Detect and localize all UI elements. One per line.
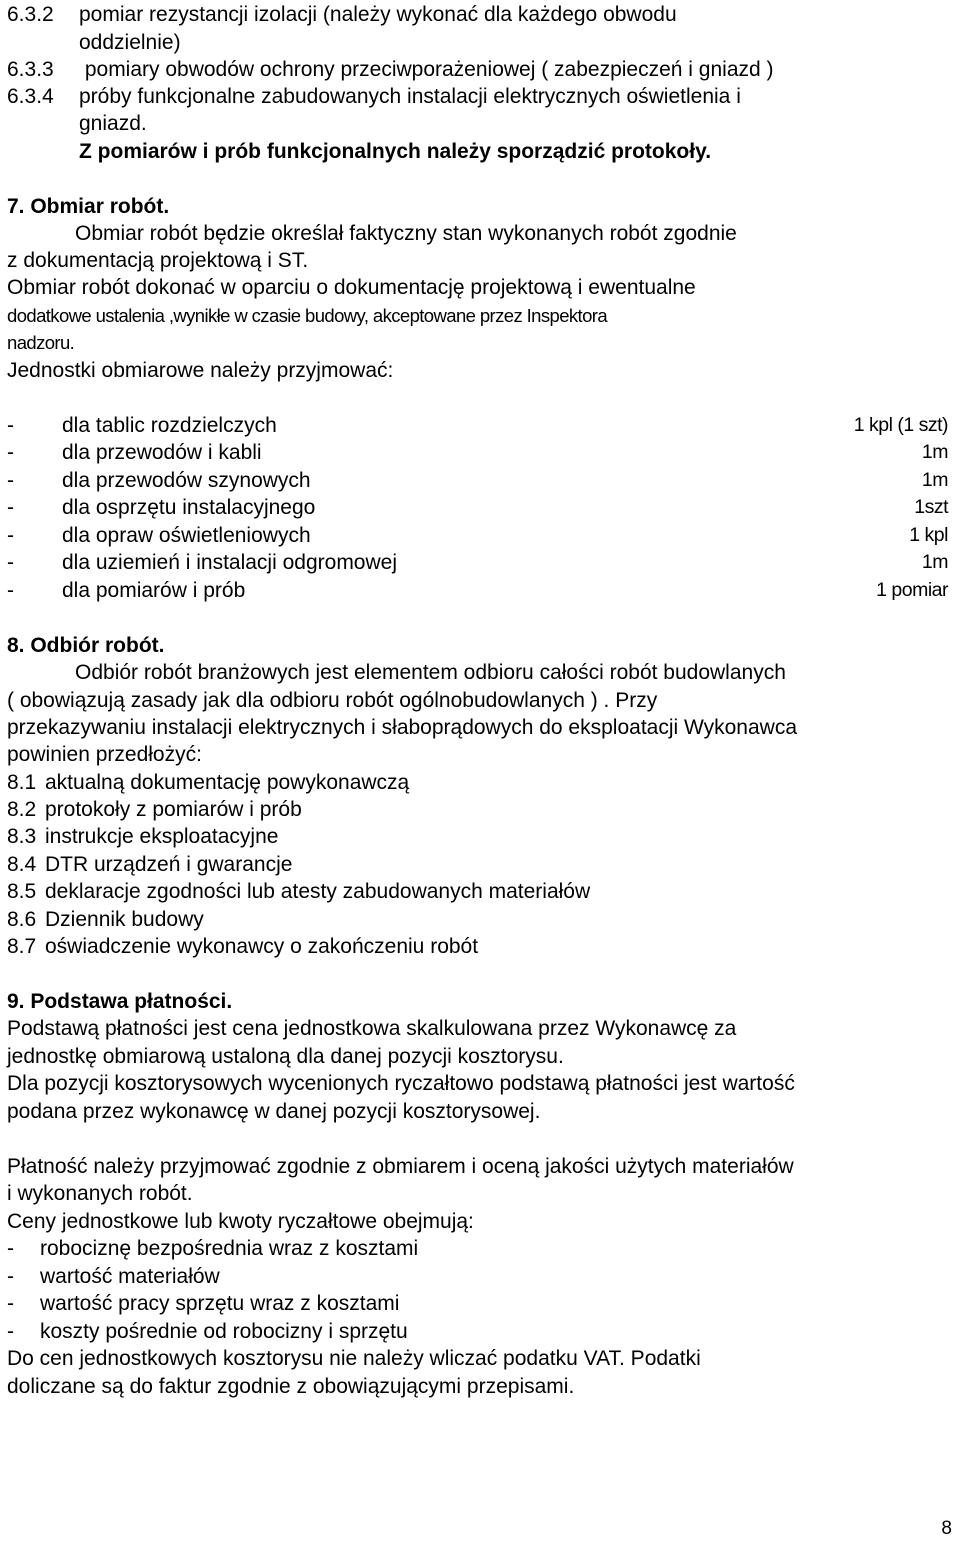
paragraph-line: powinien przedłożyć:	[7, 743, 202, 766]
list-item: wartość materiałów	[40, 1265, 220, 1288]
item-text: pomiary obwodów ochrony przeciwporażeniowej ( zabezpieczeń i gniazd )	[79, 58, 774, 81]
list-dash: -	[7, 1320, 14, 1343]
item-text: DTR urządzeń i gwarancje	[45, 853, 293, 876]
section-heading: 7. Obmiar robót.	[7, 195, 170, 218]
item-text: próby funkcjonalne zabudowanych instalacji elektrycznych oświetlenia i	[79, 85, 741, 108]
unit-label: dla przewodów i kabli	[62, 441, 262, 464]
section-heading: 9. Podstawa płatności.	[7, 990, 233, 1013]
unit-value: 1m	[921, 441, 948, 463]
item-number: 8.7	[7, 935, 37, 958]
unit-value: 1m	[921, 469, 948, 491]
item-number: 6.3.3	[7, 58, 54, 81]
list-dash: -	[7, 496, 14, 519]
item-text: pomiar rezystancji izolacji (należy wykonać dla każdego obwodu	[79, 3, 677, 26]
protocol-note: Z pomiarów i prób funkcjonalnych należy sporządzić protokoły.	[79, 140, 712, 163]
list-dash: -	[7, 1237, 14, 1260]
item-text: gniazd.	[79, 112, 147, 135]
list-dash: -	[7, 1292, 14, 1315]
item-number: 8.4	[7, 853, 37, 876]
item-text: protokoły z pomiarów i prób	[45, 798, 302, 821]
item-text: Dziennik budowy	[45, 908, 204, 931]
list-dash: -	[7, 469, 14, 492]
paragraph-line: ( obowiązują zasady jak dla odbioru robót ogólnobudowlanych ) . Przy	[7, 689, 658, 712]
page-number: 8	[941, 1518, 952, 1539]
paragraph-line: dodatkowe ustalenia ,wynikłe w czasie budowy, akceptowane przez Inspektora	[7, 305, 608, 326]
paragraph-line: jednostkę obmiarową ustaloną dla danej pozycji kosztorysu.	[7, 1045, 564, 1068]
unit-label: dla osprzętu instalacyjnego	[62, 496, 316, 519]
item-number: 8.1	[7, 771, 37, 794]
paragraph-line: Do cen jednostkowych kosztorysu nie należy wliczać podatku VAT. Podatki	[7, 1347, 701, 1370]
units-intro: Jednostki obmiarowe należy przyjmować:	[7, 359, 394, 382]
paragraph-line: Obmiar robót będzie określał faktyczny stan wykonanych robót zgodnie	[75, 222, 737, 245]
paragraph-line: nadzoru.	[7, 332, 75, 353]
item-text: oddzielnie)	[79, 31, 181, 54]
item-number: 8.6	[7, 908, 37, 931]
item-text: instrukcje eksploatacyjne	[45, 825, 279, 848]
list-item: robociznę bezpośrednia wraz z kosztami	[40, 1237, 419, 1260]
unit-value: 1 pomiar	[876, 579, 948, 601]
unit-value: 1 kpl (1 szt)	[853, 414, 948, 436]
paragraph-line: Dla pozycji kosztorysowych wycenionych ryczałtowo podstawą płatności jest wartość	[7, 1072, 795, 1095]
item-text: aktualną dokumentację powykonawczą	[45, 771, 410, 794]
unit-label: dla uziemień i instalacji odgromowej	[62, 551, 397, 574]
item-text: deklaracje zgodności lub atesty zabudowanych materiałów	[45, 880, 591, 903]
paragraph-line: Odbiór robót branżowych jest elementem odbioru całości robót budowlanych	[75, 661, 786, 684]
unit-label: dla pomiarów i prób	[62, 579, 246, 602]
list-item: wartość pracy sprzętu wraz z kosztami	[40, 1292, 400, 1315]
item-number: 8.2	[7, 798, 37, 821]
list-dash: -	[7, 551, 14, 574]
section-heading: 8. Odbiór robót.	[7, 634, 165, 657]
item-number: 6.3.4	[7, 85, 54, 108]
item-number: 6.3.2	[7, 3, 54, 26]
unit-label: dla opraw oświetleniowych	[62, 524, 311, 547]
unit-label: dla przewodów szynowych	[62, 469, 311, 492]
list-item: koszty pośrednie od robocizny i sprzętu	[40, 1320, 408, 1343]
paragraph-line: Płatność należy przyjmować zgodnie z obmiarem i oceną jakości użytych materiałów	[7, 1155, 794, 1178]
paragraph-line: podana przez wykonawcę w danej pozycji kosztorysowej.	[7, 1100, 541, 1123]
list-dash: -	[7, 414, 14, 437]
list-dash: -	[7, 524, 14, 547]
paragraph-line: przekazywaniu instalacji elektrycznych i słaboprądowych do eksploatacji Wykonawca	[7, 716, 798, 739]
item-number: 8.5	[7, 880, 37, 903]
list-dash: -	[7, 1265, 14, 1288]
unit-value: 1szt	[914, 496, 948, 518]
item-number: 8.3	[7, 825, 37, 848]
paragraph-line: doliczane są do faktur zgodnie z obowiązującymi przepisami.	[7, 1375, 575, 1398]
list-dash: -	[7, 441, 14, 464]
paragraph-line: Ceny jednostkowe lub kwoty ryczałtowe obejmują:	[7, 1210, 474, 1233]
paragraph-line: i wykonanych robót.	[7, 1182, 193, 1205]
unit-value: 1m	[921, 551, 948, 573]
list-dash: -	[7, 579, 14, 602]
paragraph-line: Obmiar robót dokonać w oparciu o dokumentację projektową i ewentualne	[7, 276, 696, 299]
item-text: oświadczenie wykonawcy o zakończeniu robót	[45, 935, 479, 958]
paragraph-line: Podstawą płatności jest cena jednostkowa skalkulowana przez Wykonawcę za	[7, 1017, 737, 1040]
unit-label: dla tablic rozdzielczych	[62, 414, 277, 437]
unit-value: 1 kpl	[909, 524, 948, 546]
paragraph-line: z dokumentacją projektową i ST.	[7, 249, 309, 272]
